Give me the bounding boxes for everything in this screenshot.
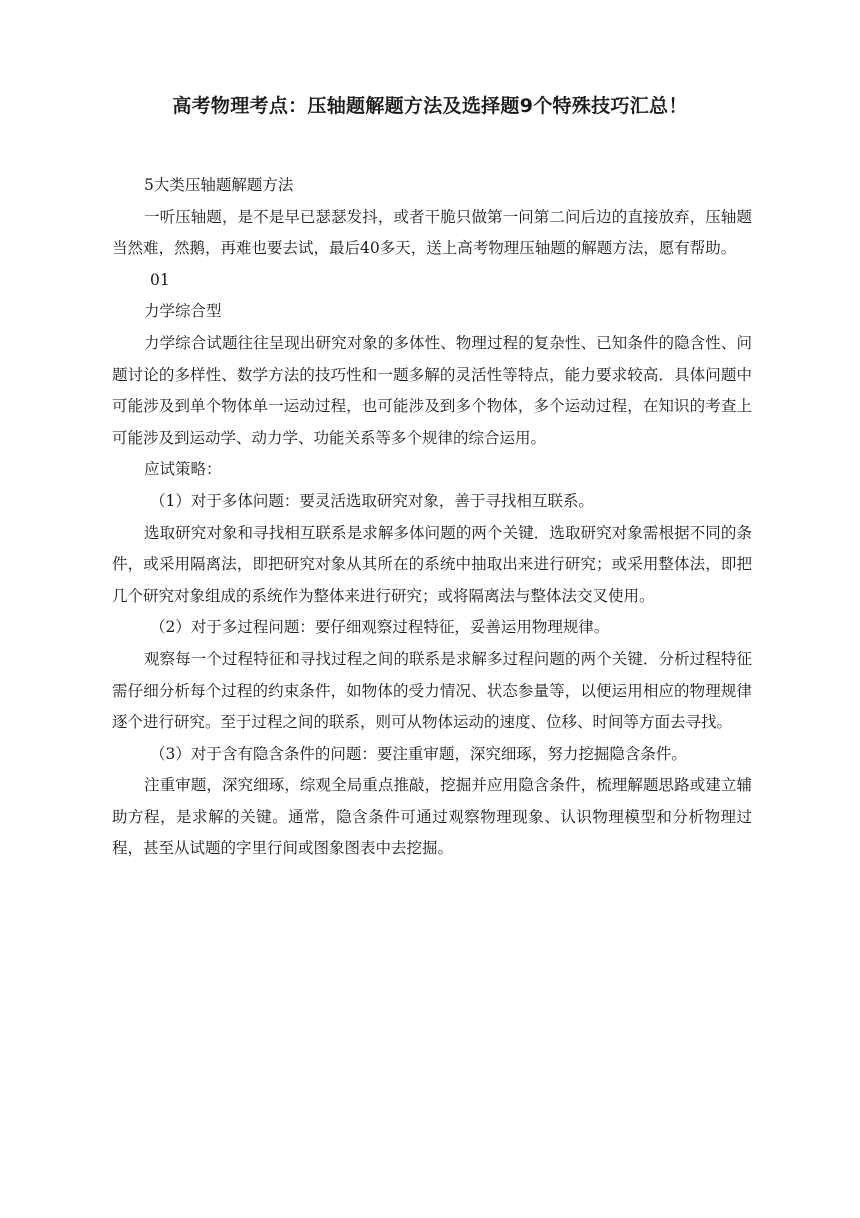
paragraph: 注重审题，深究细琢，综观全局重点推敲，挖掘并应用隐含条件，梳理解题思路或建立辅助方程，是求解的关键。通常，隐含条件可通过观察物理现象、认识物理模型和分析物理过程，甚至从试题的字里行间或图象图表中去挖掘。 [112,776,752,858]
strategy-item-1: （1）对于多体问题：要灵活选取研究对象，善于寻找相互联系。 [150,491,594,510]
section-number: 01 [150,270,170,289]
paragraph: 选取研究对象和寻找相互联系是求解多体问题的两个关键．选取研究对象需根据不同的条件，或采用隔离法，即把研究对象从其所在的系统中抽取出来进行研究；或采用整体法，即把几个研究对象组成的系统作为整体来进行研究；或将隔离法与整体法交叉使用。 [112,523,752,605]
document-body [112,170,752,865]
paragraph: 力学综合试题往往呈现出研究对象的多体性、物理过程的复杂性、已知条件的隐含性、问题讨论的多样性、数学方法的技巧性和一题多解的灵活性等特点，能力要求较高．具体问题中可能涉及到单个物体单一运动过程，也可能涉及到多个物体，多个运动过程，在知识的考查上可能涉及到运动学、动力学、功能关系等多个规律的综合运用。 [112,333,752,447]
document-title: 高考物理考点：压轴题解题方法及选择题9个特殊技巧汇总！ [172,95,688,117]
strategy-item-2: （2）对于多过程问题：要仔细观察过程特征，妥善运用物理规律。 [150,618,610,637]
strategy-item-3: （3）对于含有隐含条件的问题：要注重审题，深究细琢，努力挖掘隐含条件。 [150,744,687,763]
intro-paragraph: 一听压轴题，是不是早已瑟瑟发抖，或者干脆只做第一问第二问后边的直接放弃，压轴题当然难，然鹅，再难也要去试，最后40多天，送上高考物理压轴题的解题方法，愿有帮助。 [112,207,752,258]
strategy-label: 应试策略： [144,460,222,479]
section-heading: 5大类压轴题解题方法 [144,176,294,194]
paragraph: 观察每一个过程特征和寻找过程之间的联系是求解多过程问题的两个关键．分析过程特征需仔细分析每个过程的约束条件，如物体的受力情况、状态参量等，以便运用相应的物理规律逐个进行研究。至于过程之间的联系，则可从物体运动的速度、位移、时间等方面去寻找。 [112,649,752,732]
subsection-heading: 力学综合型 [144,302,222,321]
